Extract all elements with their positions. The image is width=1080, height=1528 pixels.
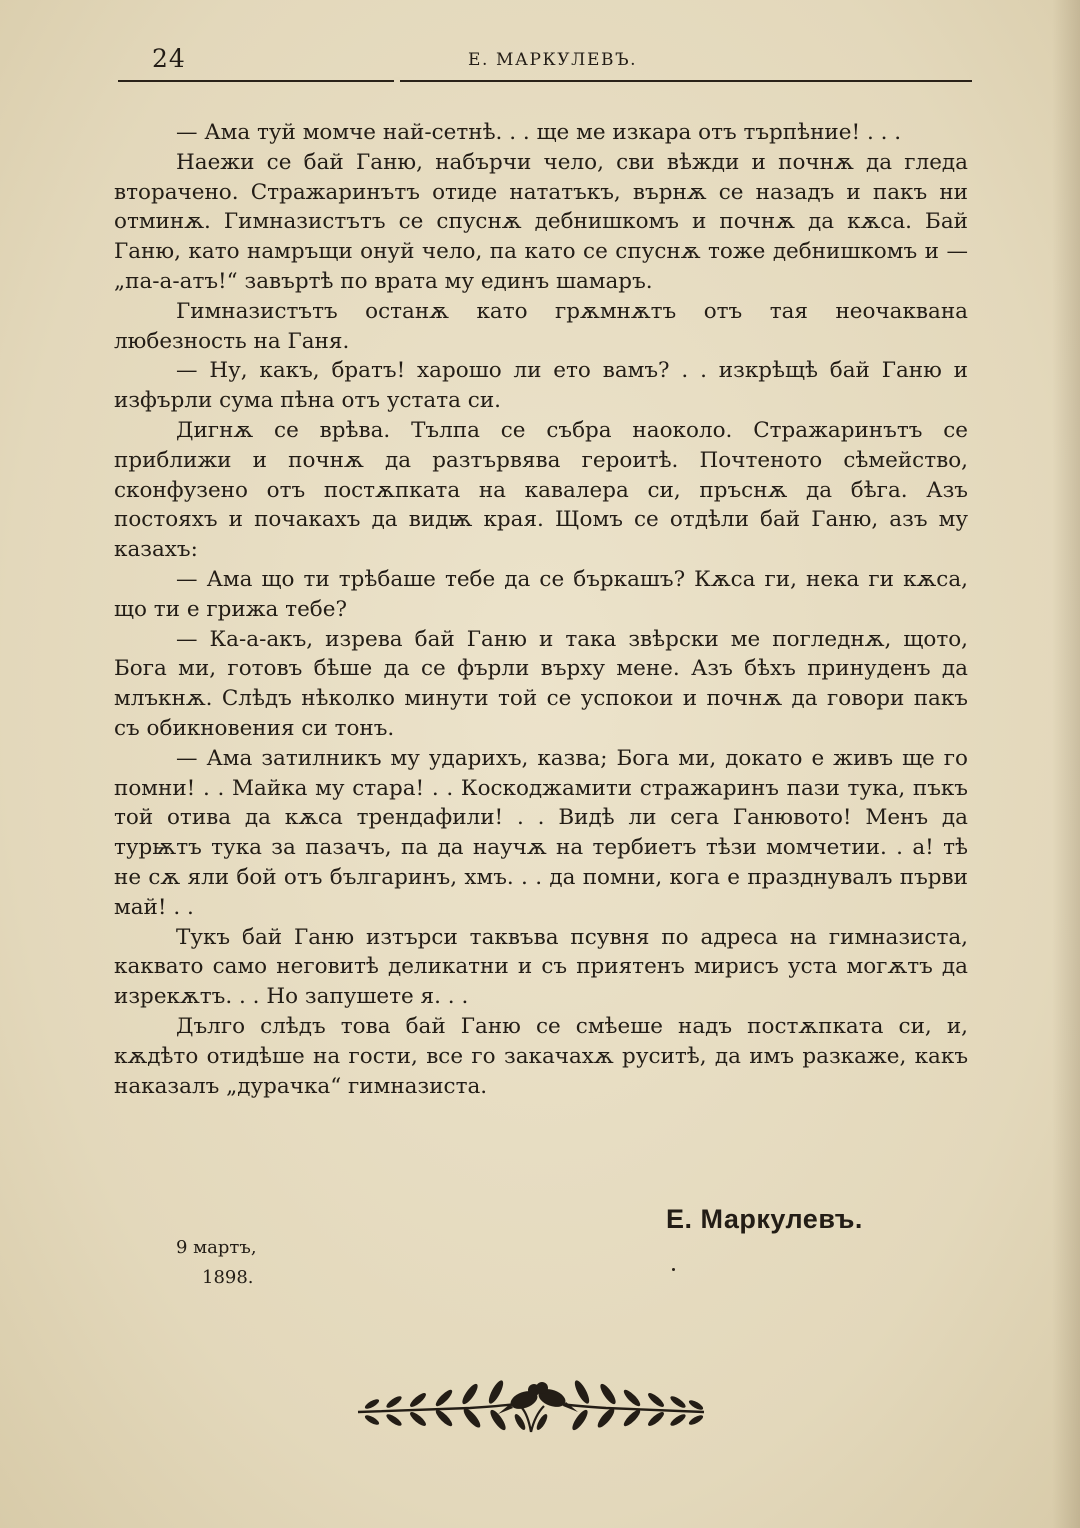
page-number: 24 bbox=[152, 44, 186, 73]
paragraph: Дигнѫ се врѣва. Тълпа се събра наоколо. Стражаринътъ се приближи и почнѫ да разтървява героитѣ. Почтеното сѣмейство, сконфузено отъ постѫпката на кавалера си, пръснѫ да бѣга. Азъ постояхъ и почакахъ да видѭ края. Щомъ се отдѣли бай Ганю, азъ му казахъ: bbox=[114, 417, 968, 563]
ink-speck bbox=[672, 1268, 675, 1271]
paragraph: Наежи се бай Ганю, набърчи чело, сви вѣжди и почнѫ да гледа вторачено. Стражаринътъ отиде нататъкъ, върнѫ се назадъ и пакъ ни отминѫ. Гимназистътъ се спуснѫ дебнишкомъ и почнѫ да кѫса. Бай Ганю, като намръщи онуй чело, па като се спуснѫ тоже дебнишкомъ и — „па-а-атъ!“ завъртѣ по врата му единъ шамаръ. bbox=[114, 149, 968, 294]
paragraph: Гимназистътъ останѫ като грѫмнѫтъ отъ тая неочаквана любезность на Ганя. bbox=[114, 298, 968, 354]
page-edge-shadow bbox=[1052, 0, 1080, 1528]
paragraph: — Ама затилникъ му ударихъ, казва; Бога ми, докато е живъ ще го помни! . . Майка му стара! . . Коскоджамити стражаринъ пази тука, пъкъ той отива да кѫса трендафили! . . Видѣ ли сега Ганювото! Менъ да турѭтъ тука за пазачъ, па да научѫ на тербиетъ тѣзи момчетии. . а! тѣ не сѫ яли бой отъ българинъ, хмъ. . . да помни, кога е празднувалъ първи май! . . bbox=[114, 745, 968, 920]
page-header bbox=[118, 44, 972, 78]
paragraph: Тукъ бай Ганю изтърси таквъва псувня по адреса на гимназиста, каквато само неговитѣ деликатни и съ приятенъ мирисъ уста могѫтъ да изрекѫтъ. . . Но запушете я. . . bbox=[114, 924, 968, 1010]
floral-vignette-icon bbox=[350, 1370, 712, 1440]
paragraph: — Ама що ти трѣбаше тебе да се бъркашъ? Кѫса ги, нека ги кѫса, що ти е грижа тебе? bbox=[114, 566, 968, 622]
date-block bbox=[176, 1233, 257, 1293]
paragraph: — Ну, какъ, братъ! харошо ли ето вамъ? . . изкрѣщѣ бай Ганю и изфърли сума пѣна отъ устата си. bbox=[114, 358, 968, 414]
paragraph: — Ка-а-акъ, изрева бай Ганю и така звѣрски ме погледнѫ, щото, Бога ми, готовъ бѣше да се фърли върху мене. Азъ бѣхъ принуденъ да млъкнѫ. Слѣдъ нѣколко минути той се успокои и почнѫ да говори пакъ съ обикновения си тонъ. bbox=[114, 626, 968, 741]
story-text bbox=[114, 118, 968, 1101]
date-year: 1898. bbox=[202, 1267, 254, 1288]
date-day-month: 9 мартъ, bbox=[176, 1237, 257, 1258]
author-signature: Е. Маркулевъ. bbox=[666, 1204, 863, 1234]
paragraph: Дълго слѣдъ това бай Ганю се смѣеше надъ постѫпката си, и, кѫдѣто отидѣше на гости, все го закачахѫ руситѣ, да имъ разкаже, какъ наказалъ „дурачка“ гимназиста. bbox=[114, 1013, 968, 1099]
header-rule-break bbox=[394, 77, 400, 83]
running-head: Е. МАРКУЛЕВЪ. bbox=[468, 50, 638, 70]
header-rule bbox=[118, 80, 972, 82]
paragraph: — Ама туй момче най-сетнѣ. . . ще ме изкара отъ търпѣние! . . . bbox=[176, 120, 902, 145]
